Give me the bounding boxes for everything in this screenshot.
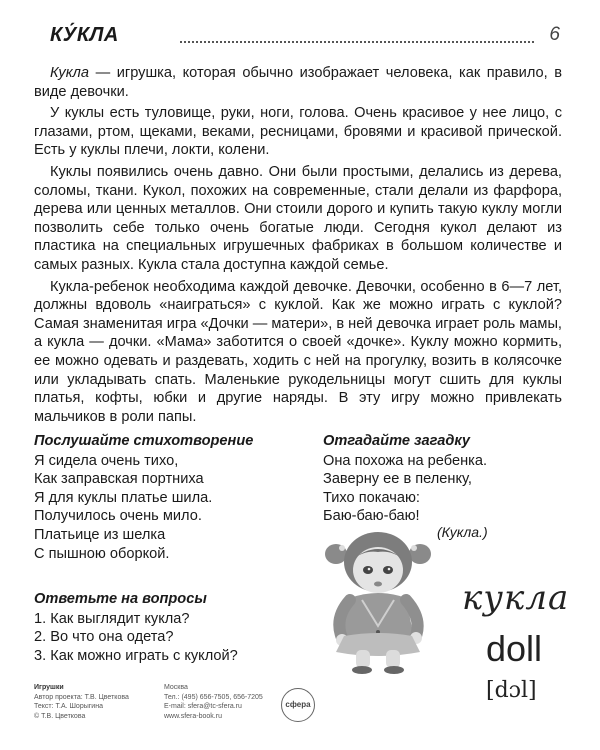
footer-credits [34, 683, 184, 721]
riddle-section [323, 432, 563, 526]
word-transcription: [dɔl] [486, 678, 537, 703]
riddle-line: Заверну ее в пеленку, [323, 471, 472, 488]
footer-phone: Тел.: (495) 656-7505, 656-7205 [164, 693, 263, 701]
word-english: doll [486, 628, 543, 669]
question-item: 3. Как можно играть с куклой? [34, 647, 238, 664]
question-item: 2. Во что она одета? [34, 629, 174, 646]
poem-line: Я для куклы платье шила. [34, 489, 213, 506]
paragraph-appearance: У куклы есть туловище, руки, ноги, голова. Очень красивое у нее лицо, с глазами, ртом, щеками, веками, ресницами, бровями и красивой прической. Есть у куклы плечи, локти, колени. [34, 105, 562, 159]
footer-site: www.sfera-book.ru [164, 712, 222, 720]
term-definition: — игрушка, которая обычно изображает человека, как правило, в виде девочки. [34, 65, 562, 100]
riddle-answer: (Кукла.) [437, 524, 488, 540]
riddle-line: Баю-баю-баю! [323, 508, 420, 525]
footer-copyright: © Т.В. Цветкова [34, 712, 86, 720]
riddle-line: Она похожа на ребенка. [323, 452, 488, 469]
paragraph-play: Кукла-ребенок необходима каждой девочке. Девочки, особенно в 6—7 лет, должны вдоволь «наиграться» с куклой. Как же можно играть с куклой? Самая знаменитая игра «Дочки — матери», в ней девочка играет роль мамы, а кукла — дочки. «Мама» заботится о своей «дочке». Куклу можно кормить, ее можно одевать и раздевать, ходить с ней на прогулку, возить в колясочке или укладывать спать. Маленькие рукодельницы могут сшить для куклы платья, кофты, юбки и другие наряды. В эту игру можно привлекать мальчиков в роли папы. [34, 278, 562, 425]
footer-city: Москва [164, 684, 188, 691]
paragraph-history: Куклы появились очень давно. Они были простыми, делались из дерева, соломы, ткани. Кукол, похожих на современные, стали делали из фарфора, дерева или ценных металлов. Они стоили дорого и купить такую куклу могли позволить себе только очень богатые люди. Сегодня кукол делают из пластика на специальных игрушечных фабриках в большом количестве и самых разных. Кукла стала доступна каждой семье. [34, 163, 562, 273]
footer-text-by: Текст: Т.А. Шорыгина [34, 703, 103, 710]
question-item: 1. Как выглядит кукла? [34, 610, 190, 627]
riddle-line: Тихо покачаю: [323, 489, 420, 506]
page-number: 6 [549, 24, 560, 45]
poem-line: Я сидела очень тихо, [34, 452, 179, 469]
questions-section [34, 590, 304, 665]
footer-email: E-mail: sfera@tc-sfera.ru [164, 703, 242, 710]
page-title: КУ́КЛА [50, 24, 119, 46]
term-doll: Кукла [50, 65, 89, 81]
poem-heading: Послушайте стихотворение [34, 433, 254, 449]
poem-section [34, 432, 304, 563]
article-body [34, 64, 562, 429]
poem-line: С пышною оборкой. [34, 545, 170, 562]
page-header [50, 24, 568, 50]
doll-illustration [322, 526, 434, 674]
footer-series: Игрушки [34, 684, 64, 691]
publisher-logo-text: сфера [285, 700, 311, 709]
intro-paragraph [34, 64, 562, 101]
questions-heading: Ответьте на вопросы [34, 591, 207, 607]
poem-line: Получилось очень мило. [34, 508, 202, 525]
footer-contacts [164, 683, 294, 721]
publisher-logo [281, 688, 315, 722]
poem-line: Платьице из шелка [34, 526, 166, 543]
poem-line: Как заправская портниха [34, 471, 204, 488]
riddle-heading: Отгадайте загадку [323, 433, 471, 449]
word-cursive: кукла [462, 578, 570, 618]
footer-author: Автор проекта: Т.В. Цветкова [34, 693, 129, 701]
dotted-leader [180, 41, 534, 43]
